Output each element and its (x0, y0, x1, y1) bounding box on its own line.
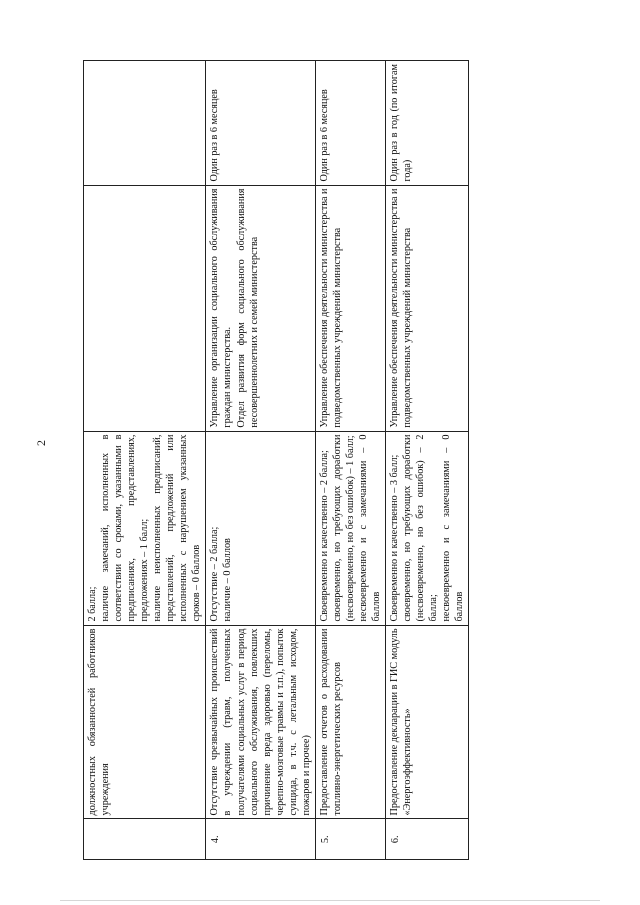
table-row (315, 61, 385, 860)
period-cell: Один раз в 6 месяцев (315, 61, 385, 186)
table-row (84, 61, 206, 860)
responsible-cell (84, 185, 206, 431)
criteria-cell: Своевременно и качественно – 2 балла; своевременно, но требующих доработки (несвоевременно, но без ошибок) – 1 балл; несвоевременно и с замечаниями – 0 баллов (315, 431, 385, 625)
table-row (386, 61, 469, 860)
row-number: 6. (386, 819, 469, 860)
bottom-divider (60, 900, 600, 901)
indicator-cell: Отсутствие чрезвычайных происшествий в учреждении (травм, полученных получателями социальных услуг в период социального обслуживания, повлекших причинение вреда здоровью (переломы, черепно-мозговые травмы и т.п.), попыток суицида, в т.ч. с летальным исходом, пожаров и прочее) (206, 625, 315, 819)
responsible-cell: Управление обеспечения деятельности министерства и подведомственных учреждений министерства (386, 185, 469, 431)
criteria-cell: Своевременно и качественно – 3 балл; своевременно, но требующих доработки (несвоевременно, но без ошибок) – 2 балла; несвоевременно и с замечаниями – 0 баллов (386, 431, 469, 625)
criteria-table (83, 60, 469, 860)
table-row (206, 61, 315, 860)
indicator-cell: Предоставление отчетов о расходовании топливно-энергетических ресурсов (315, 625, 385, 819)
page-number: 2 (34, 440, 48, 446)
indicator-cell: должностных обязанностей работников учреждения (84, 625, 206, 819)
responsible-cell: Управление обеспечения деятельности министерства и подведомственных учреждений министерства (315, 185, 385, 431)
indicator-cell: Предоставление декларации в ГИС модуль «Энергоэффективность» (386, 625, 469, 819)
period-cell: Один раз в 6 месяцев (206, 61, 315, 186)
row-number (84, 819, 206, 860)
period-cell: Один раз в год (по итогам года) (386, 61, 469, 186)
period-cell (84, 61, 206, 186)
row-number: 4. (206, 819, 315, 860)
table-body (84, 61, 469, 860)
responsible-cell: Управление организации социального обслуживания граждан министерства. Отдел развития форм социального обслуживания несовершеннолетних и семей министерства (206, 185, 315, 431)
row-number: 5. (315, 819, 385, 860)
criteria-cell: Отсутствие – 2 балла; наличие – 0 баллов (206, 431, 315, 625)
criteria-cell: 2 балла; наличие замечаний, исполненных в соответствии со сроками, указанными в предписаниях, представлениях, предложениях – 1 балл; наличие неисполненных предписаний, представлений, предложений или исполненных с нарушением указанных сроков – 0 баллов (84, 431, 206, 625)
rotated-table-container (83, 60, 597, 860)
